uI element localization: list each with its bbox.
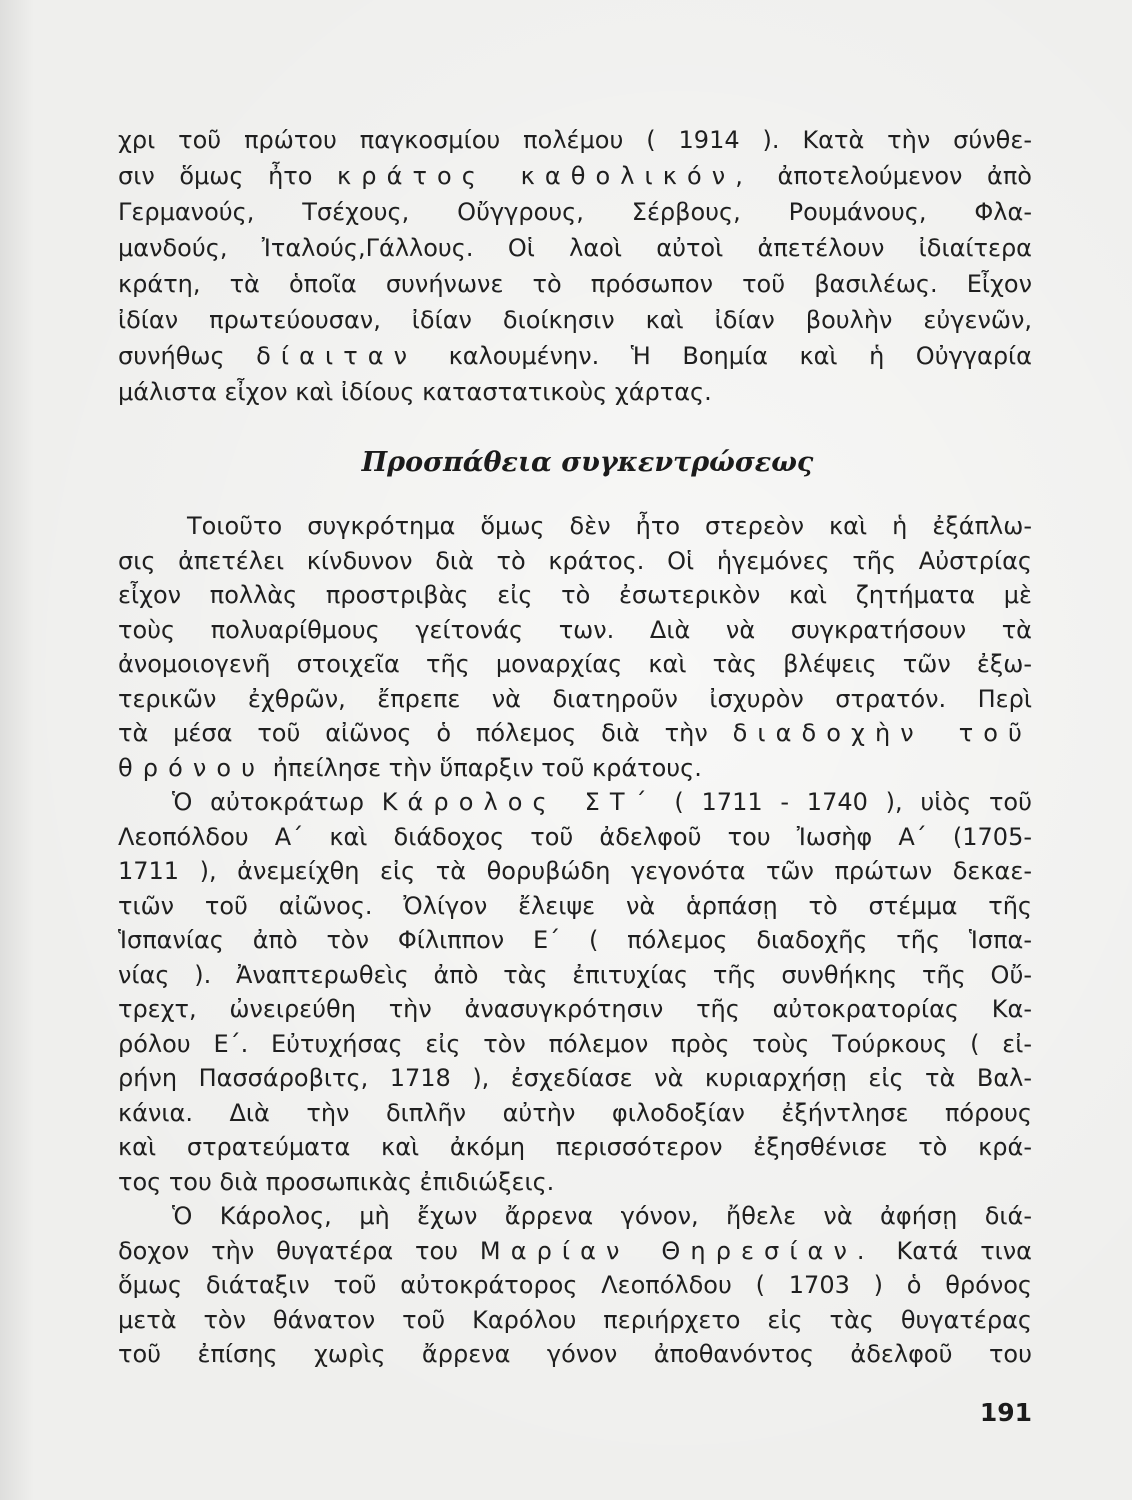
- text-line: [118, 158, 1032, 194]
- line-text: τιῶν τοῦ αἰῶνος. Ὀλίγον ἔλειψε νὰ ἁρπάσῃ τὸ στέμμα τῆς: [118, 891, 1032, 920]
- text-line: [118, 1096, 1032, 1131]
- line-text: Λεοπόλδου Α΄ καὶ διάδοχος τοῦ ἀδελφοῦ του Ἰωσὴφ Α΄ (1705-: [118, 822, 1032, 851]
- section-heading: Προσπάθεια συγκεντρώσεως: [361, 447, 814, 478]
- line-text: Γερμανούς, Τσέχους, Οὔγγρους, Σέρβους, Ρουμάνους, Φλα-: [118, 198, 1032, 226]
- line-text: συνήθως: [118, 342, 225, 370]
- text-line: [118, 544, 1032, 579]
- line-text: ἀποτελούμενον ἀπὸ: [777, 162, 1032, 190]
- line-text: μετὰ τὸν θάνατον τοῦ Καρόλου περιήρχετο εἰς τὰς θυγατέρας: [118, 1305, 1032, 1334]
- emphasis-spaced: δίαιταν: [256, 342, 418, 370]
- text-line: [118, 1027, 1032, 1062]
- line-text: κάνια. Διὰ τὴν διπλῆν αὐτὴν φιλοδοξίαν ἐξήντλησε πόρους: [118, 1098, 1032, 1127]
- line-text: καὶ στρατεύματα καὶ ἀκόμη περισσότερον ἐξησθένισε τὸ κρά-: [118, 1133, 1032, 1161]
- paragraph: [118, 1199, 1032, 1372]
- paragraph: [118, 509, 1032, 785]
- text-line: [118, 1234, 1032, 1269]
- line-text: νίας ). Ἀναπτερωθεὶς ἀπὸ τὰς ἐπιτυχίας τῆς συνθήκης τῆς Οὔ-: [118, 960, 1032, 989]
- text-line: [118, 1061, 1032, 1096]
- text-line: [118, 578, 1032, 613]
- paragraph: [118, 122, 1032, 410]
- text-line: [118, 854, 1032, 889]
- emphasis-spaced: Μαρίαν Θηρεσίαν.: [479, 1236, 875, 1265]
- text-line: [118, 374, 1032, 410]
- line-text: ἀνομοιογενῆ στοιχεῖα τῆς μοναρχίας καὶ τὰς βλέψεις τῶν ἐξω-: [118, 650, 1032, 678]
- line-text: τος του διὰ προσωπικὰς ἐπιδιώξεις.: [118, 1167, 555, 1196]
- line-text: καλουμένην. Ἡ Βοημία καὶ ἡ Οὐγγαρία: [448, 342, 1032, 370]
- line-text: τοῦ ἐπίσης χωρὶς ἄρρενα γόνον ἀποθανόντος ἀδελφοῦ του: [118, 1340, 1032, 1368]
- line-text: μάλιστα εἶχον καὶ ἰδίους καταστατικοὺς χάρτας.: [118, 378, 712, 406]
- text-line: [118, 1130, 1032, 1165]
- emphasis-spaced: διαδοχὴν τοῦ: [732, 719, 1032, 747]
- text-line: [118, 509, 1032, 544]
- line-text: ἠπείλησε τὴν ὕπαρξιν τοῦ κράτους.: [272, 753, 702, 782]
- text-line: [118, 1199, 1032, 1234]
- line-text: σις ἀπετέλει κίνδυνον διὰ τὸ κράτος. Οἱ ἡγεμόνες τῆς Αὐστρίας: [118, 546, 1032, 575]
- line-text: σιν ὅμως ἦτο: [118, 162, 313, 190]
- text-line: [118, 820, 1032, 855]
- text-line: [118, 613, 1032, 648]
- line-text: εἶχον πολλὰς προστριβὰς εἰς τὸ ἐσωτερικὸν καὶ ζητήματα μὲ: [118, 581, 1032, 609]
- line-text: τοὺς πολυαρίθμους γείτονάς των. Διὰ νὰ συγκρατήσουν τὰ: [118, 615, 1032, 644]
- emphasis-spaced: κράτος καθολικόν,: [337, 162, 753, 190]
- line-text: τρεχτ, ὠνειρεύθη τὴν ἀνασυγκρότησιν τῆς αὐτοκρατορίας Κα-: [118, 995, 1032, 1023]
- line-text: τερικῶν ἐχθρῶν, ἔπρεπε νὰ διατηροῦν ἰσχυρὸν στρατόν. Περὶ: [118, 684, 1032, 713]
- line-text: ἰδίαν πρωτεύουσαν, ἰδίαν διοίκησιν καὶ ἰδίαν βουλὴν εὐγενῶν,: [118, 306, 1032, 334]
- text-line: [118, 992, 1032, 1027]
- line-text: 1711 ), ἀνεμείχθη εἰς τὰ θορυβώδη γεγονότα τῶν πρώτων δεκαε-: [118, 857, 1032, 885]
- line-text: κράτη, τὰ ὁποῖα συνήνωνε τὸ πρόσωπον τοῦ βασιλέως. Εἶχον: [118, 270, 1032, 298]
- line-text: Κατά τινα: [896, 1236, 1032, 1265]
- text-line: [118, 230, 1032, 266]
- line-text: δοχον τὴν θυγατέρα του: [118, 1236, 459, 1265]
- text-line: [118, 1268, 1032, 1303]
- text-line: [118, 682, 1032, 717]
- line-text: ρήνη Πασσάροβιτς, 1718 ), ἐσχεδίασε νὰ κυριαρχήσῃ εἰς τὰ Βαλ-: [118, 1064, 1032, 1092]
- text-block-main: [118, 509, 1032, 1372]
- line-text: ρόλου Ε΄. Εὐτυχήσας εἰς τὸν πόλεμον πρὸς τοὺς Τούρκους ( εἰ-: [118, 1029, 1032, 1058]
- text-line: [118, 958, 1032, 993]
- emphasis-spaced: Κάρολος ΣΤ΄: [381, 788, 657, 816]
- line-text: Ὁ Κάρολος, μὴ ἔχων ἄρρενα γόνον, ἤθελε νὰ ἀφήσῃ διά-: [172, 1202, 1032, 1230]
- text-line: [118, 338, 1032, 374]
- emphasis-spaced: θρόνου: [118, 753, 266, 782]
- line-text: Ἱσπανίας ἀπὸ τὸν Φίλιππον Ε΄ ( πόλεμος διαδοχῆς τῆς Ἱσπα-: [118, 926, 1032, 954]
- line-text: ὅμως διάταξιν τοῦ αὐτοκράτορος Λεοπόλδου ( 1703 ) ὁ θρόνος: [118, 1271, 1032, 1299]
- line-text: Τοιοῦτο συγκρότημα ὅμως δὲν ἦτο στερεὸν καὶ ἡ ἐξάπλω-: [187, 512, 1032, 540]
- page-number: 191: [979, 1398, 1032, 1427]
- text-line: [118, 1165, 1032, 1200]
- line-text: ( 1711 - 1740 ), υἱὸς τοῦ: [674, 788, 1032, 816]
- text-line: [118, 1303, 1032, 1338]
- line-text: Ὁ αὐτοκράτωρ: [172, 788, 364, 816]
- text-line: [118, 1337, 1032, 1372]
- text-line: [118, 923, 1032, 958]
- line-text: χρι τοῦ πρώτου παγκοσμίου πολέμου ( 1914 ). Κατὰ τὴν σύνθε-: [118, 126, 1032, 154]
- paragraph: [118, 785, 1032, 1199]
- text-line: [118, 194, 1032, 230]
- text-line: [118, 266, 1032, 302]
- text-line: [118, 302, 1032, 338]
- text-line: [118, 889, 1032, 924]
- text-line: [118, 785, 1032, 820]
- line-text: τὰ μέσα τοῦ αἰῶνος ὁ πόλεμος διὰ τὴν: [118, 719, 708, 747]
- text-block-top: [118, 122, 1032, 410]
- text-line: [118, 122, 1032, 158]
- line-text: μανδούς, Ἰταλούς,Γάλλους. Οἱ λαοὶ αὐτοὶ ἀπετέλουν ἰδιαίτερα: [118, 234, 1032, 262]
- text-line: [118, 751, 1032, 786]
- text-line: [118, 716, 1032, 751]
- text-line: [118, 647, 1032, 682]
